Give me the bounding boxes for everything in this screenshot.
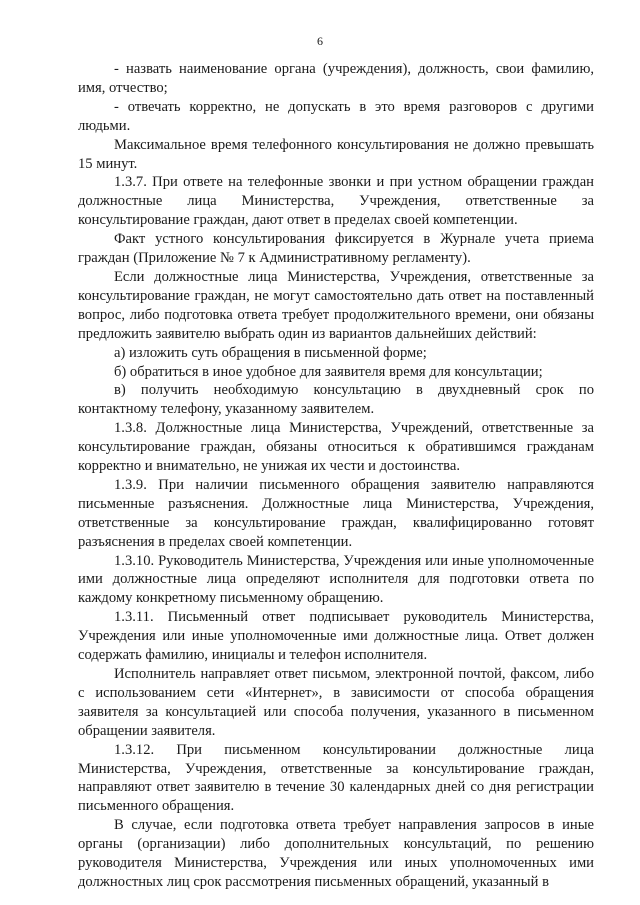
paragraph-oral-consultation-log: Факт устного консультирования фиксируется в Журнале учета приема граждан (Приложение № 7 к Административному регламенту). xyxy=(78,231,594,267)
paragraph-list-item-answer-correctly: - отвечать корректно, не допускать в это время разговоров с другими людьми. xyxy=(78,98,594,134)
paragraph-option-a: а) изложить суть обращения в письменной форме; xyxy=(114,344,427,361)
paragraph-1-3-12: 1.3.12. При письменном консультировании должностные лица Министерства, Учреждения, ответственные за консультирование граждан, направляют ответ заявителю в течение 30 календарных дней со дня регистрации письменного обращения. xyxy=(78,741,594,815)
paragraph-option-b: б) обратиться в иное удобное для заявителя время для консультации; xyxy=(114,363,543,380)
document-body xyxy=(78,60,594,892)
paragraph-1-3-8: 1.3.8. Должностные лица Министерства, Учреждений, ответственные за консультирование граждан, обязаны относиться к обратившимся гражданам корректно и внимательно, не унижая их чести и достоинства. xyxy=(78,420,594,475)
paragraph-list-item-name-position: - назвать наименование органа (учреждения), должность, свои фамилию, имя, отчество; xyxy=(78,61,594,96)
paragraph-extended-review: В случае, если подготовка ответа требует направления запросов в иные органы (организации) либо дополнительных консультаций, по решению руководителя Министерства, Учреждения или иных уполномоченных ими должностных лиц срок рассмотрения письменных обращений, указанный в xyxy=(78,817,594,890)
paragraph-cannot-answer: Если должностные лица Министерства, Учреждения, ответственные за консультирование граждан, не могут самостоятельно дать ответ на поставленный вопрос, либо подготовка ответа требует продолжительного времени, они обязаны предложить заявителю выбрать один из вариантов дальнейших действий: xyxy=(78,268,594,342)
paragraph-1-3-9: 1.3.9. При наличии письменного обращения заявителю направляются письменные разъяснения. Должностные лица Министерства, Учреждения, ответственные за консультирование граждан, квалифицированно готовят разъяснения в пределах своей компетенции. xyxy=(78,476,594,550)
page-number: 6 xyxy=(317,34,323,48)
paragraph-option-c: в) получить необходимую консультацию в двухдневный срок по контактному телефону, указанному заявителем. xyxy=(78,382,594,418)
paragraph-response-delivery: Исполнитель направляет ответ письмом, электронной почтой, факсом, либо с использованием сети «Интернет», в зависимости от способа обращения заявителя за консультацией или способа получения, указанного в письменном обращении заявителя. xyxy=(78,666,594,739)
paragraph-1-3-11: 1.3.11. Письменный ответ подписывает руководитель Министерства, Учреждения или иные уполномоченные ими должностные лица. Ответ должен содержать фамилию, инициалы и телефон исполнителя. xyxy=(78,609,594,664)
paragraph-1-3-10: 1.3.10. Руководитель Министерства, Учреждения или иные уполномоченные ими должностные лица определяют исполнителя для подготовки ответа по каждому конкретному письменному обращению. xyxy=(78,552,594,607)
paragraph-1-3-7: 1.3.7. При ответе на телефонные звонки и при устном обращении граждан должностные лица Министерства, Учреждения, ответственные за консультирование граждан, дают ответ в пределах своей компетенции. xyxy=(78,174,594,229)
paragraph-max-consultation-time: Максимальное время телефонного консультирования не должно превышать 15 минут. xyxy=(78,136,594,172)
